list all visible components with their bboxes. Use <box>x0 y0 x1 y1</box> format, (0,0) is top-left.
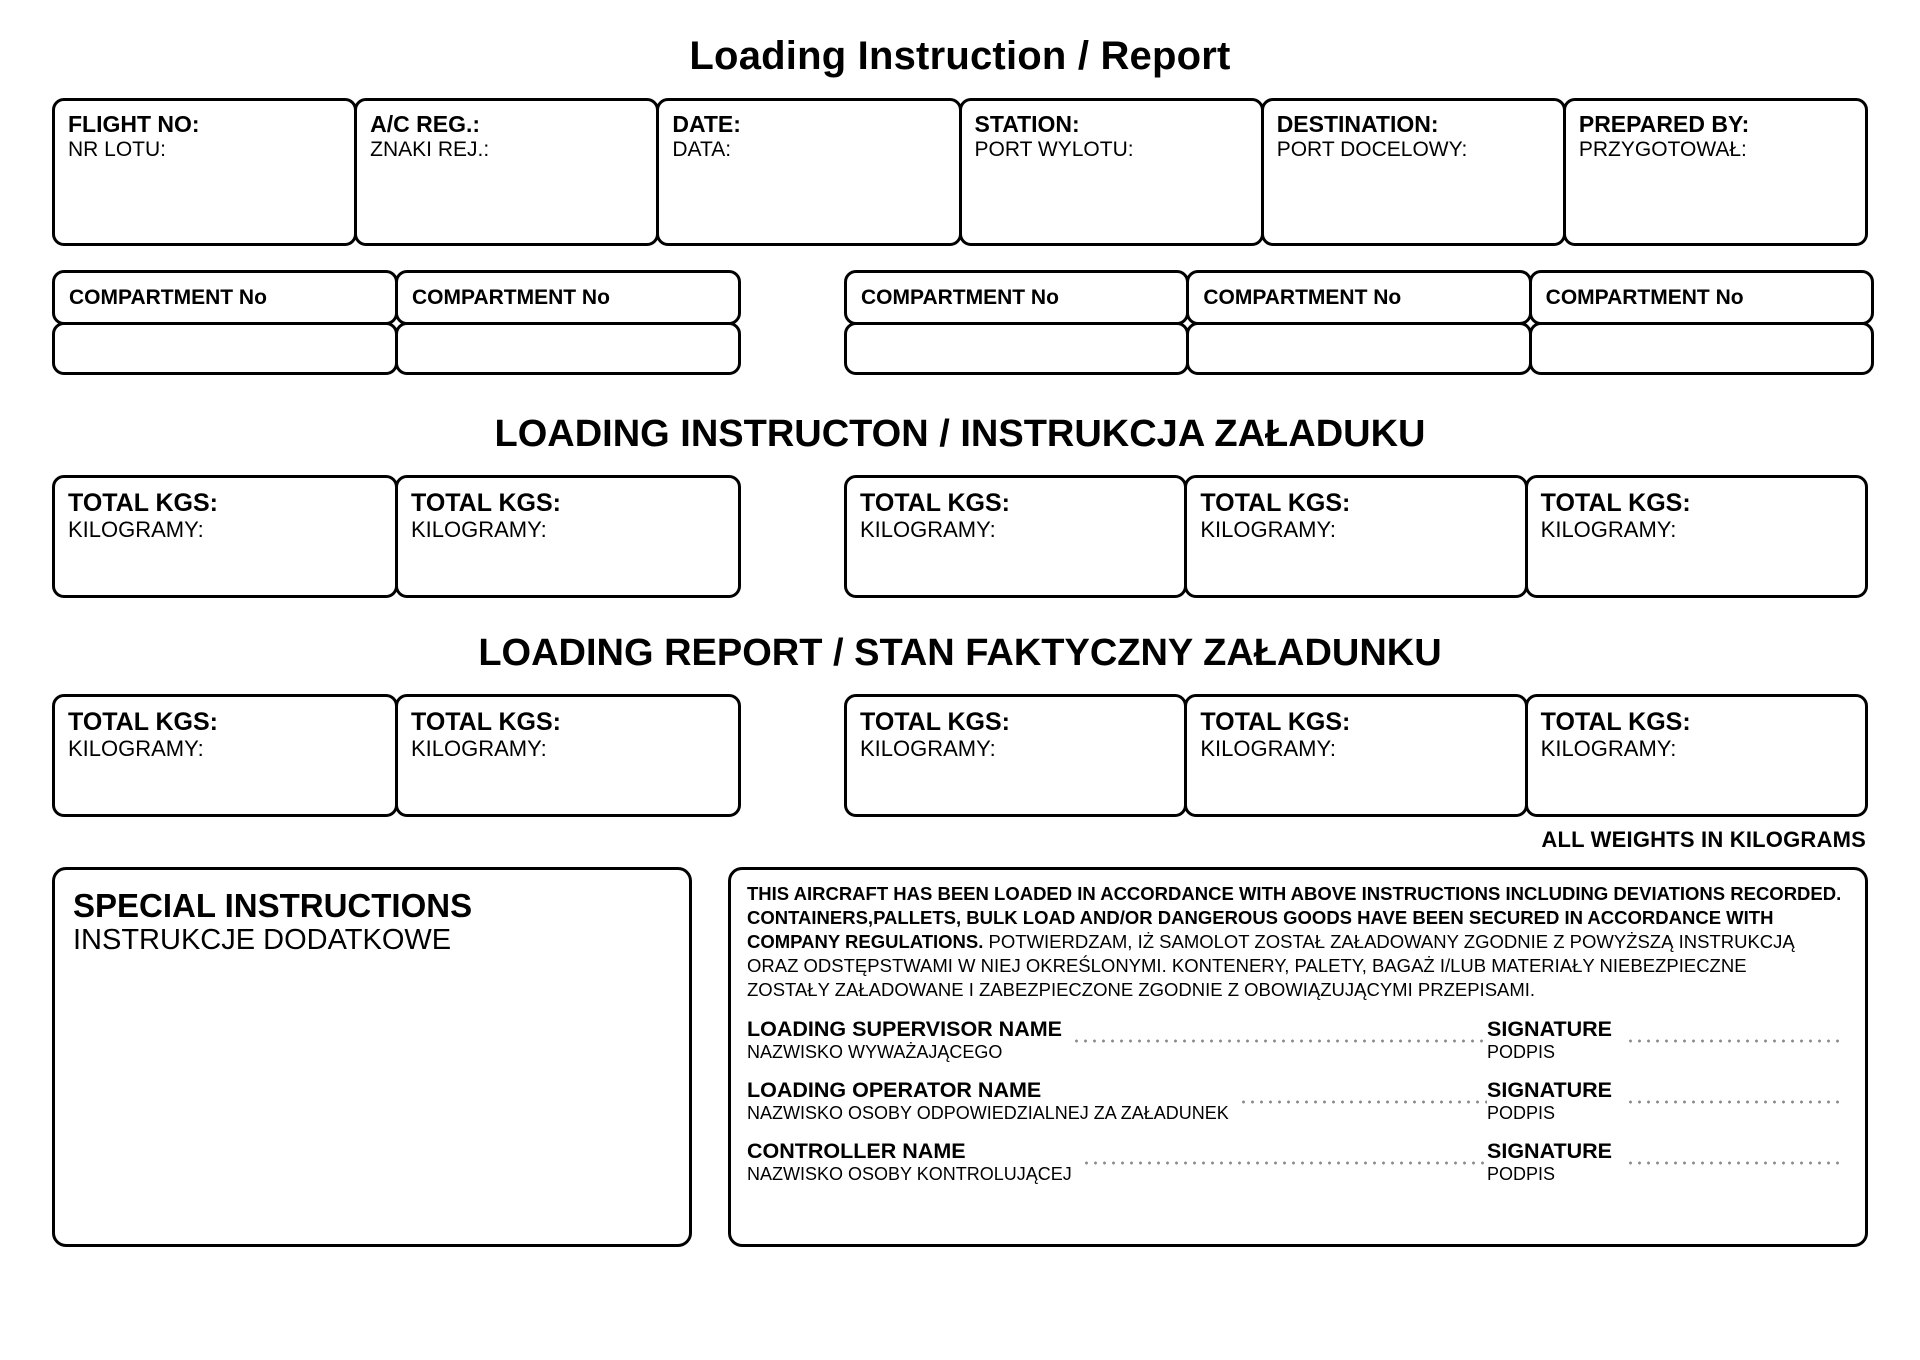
field-ac-reg-label-en: A/C REG.: <box>370 111 481 137</box>
supervisor-signature-label-en: SIGNATURE <box>1487 1017 1613 1042</box>
controller-signature-cell <box>1487 1140 1845 1185</box>
signature-row-supervisor <box>747 1018 1845 1063</box>
compartment-4-label: COMPARTMENT No <box>1203 285 1402 309</box>
compartment-2-header <box>395 270 741 325</box>
operator-name-labels <box>747 1079 1229 1124</box>
operator-signature-labels <box>1487 1079 1612 1124</box>
instruction-total-kgs-4[interactable] <box>1184 475 1527 598</box>
compartment-4-value <box>1189 325 1528 336</box>
signature-table <box>747 1018 1845 1185</box>
declaration-line-3-en: COMPANY REGULATIONS. <box>747 931 984 953</box>
field-ac-reg[interactable] <box>354 98 659 246</box>
report-total-kgs-1[interactable] <box>52 694 398 817</box>
compartment-1-input[interactable] <box>52 322 398 375</box>
supervisor-signature-labels <box>1487 1018 1612 1063</box>
controller-name-labels <box>747 1140 1072 1185</box>
operator-name-cell <box>747 1079 1487 1124</box>
loading-report-group-left <box>52 694 744 817</box>
declaration-line-4: ORAZ ODSTĘPSTWAMI W NIEJ OKREŚLONYMI. KONTENERY, PALETY, BAGAŻ I/LUB MATERIAŁY NIEBEZPIECZNE <box>747 955 1747 977</box>
field-ac-reg-label-pl: ZNAKI REJ.: <box>370 137 490 161</box>
declaration-box <box>728 867 1868 1247</box>
compartment-3-header <box>844 270 1189 325</box>
compartment-5-input[interactable] <box>1529 322 1874 375</box>
declaration-line-1: THIS AIRCRAFT HAS BEEN LOADED IN ACCORDANCE WITH ABOVE INSTRUCTIONS INCLUDING DEVIATIONS RECORDED. <box>747 883 1842 904</box>
loading-instruction-group-left <box>52 475 744 598</box>
field-flight-no-label-en: FLIGHT NO: <box>68 111 200 137</box>
operator-signature-label-en: SIGNATURE <box>1487 1078 1613 1103</box>
report-total-kgs-3-label-en: TOTAL KGS: <box>860 708 1010 736</box>
compartment-5-value <box>1532 325 1871 336</box>
special-instructions-box[interactable] <box>52 867 692 1247</box>
operator-name-label-pl: NAZWISKO OSOBY ODPOWIEDZIALNEJ ZA ZAŁADUNEK <box>747 1102 1229 1123</box>
operator-signature-input-line[interactable] <box>1626 1100 1841 1104</box>
report-total-kgs-4-label-en: TOTAL KGS: <box>1200 708 1351 736</box>
compartment-2-value <box>398 325 738 336</box>
supervisor-name-input-line[interactable] <box>1072 1039 1487 1043</box>
compartment-5-label: COMPARTMENT No <box>1545 285 1744 309</box>
declaration-text <box>747 882 1845 1002</box>
loading-report-group-right <box>844 694 1868 817</box>
report-total-kgs-4-label-pl: KILOGRAMY: <box>1200 736 1337 761</box>
instruction-total-kgs-2-label-pl: KILOGRAMY: <box>411 517 547 542</box>
controller-name-label-en: CONTROLLER NAME <box>747 1138 966 1163</box>
compartment-1-value <box>55 325 395 336</box>
special-instructions-title-en: SPECIAL INSTRUCTIONS <box>73 887 473 924</box>
signature-row-operator <box>747 1079 1845 1124</box>
report-total-kgs-2-label-en: TOTAL KGS: <box>411 708 561 736</box>
report-total-kgs-3-label-pl: KILOGRAMY: <box>860 736 996 761</box>
instruction-total-kgs-5-label-pl: KILOGRAMY: <box>1540 517 1677 542</box>
supervisor-name-label-en: LOADING SUPERVISOR NAME <box>747 1017 1062 1042</box>
supervisor-signature-label-pl: PODPIS <box>1487 1041 1556 1062</box>
controller-name-cell <box>747 1140 1487 1185</box>
bottom-section <box>52 867 1868 1247</box>
operator-signature-label-pl: PODPIS <box>1487 1102 1556 1123</box>
field-destination[interactable] <box>1261 98 1566 246</box>
compartment-cell-1 <box>52 270 398 375</box>
signature-row-controller <box>747 1140 1845 1185</box>
report-total-kgs-2-label-pl: KILOGRAMY: <box>411 736 547 761</box>
field-destination-label-en: DESTINATION: <box>1276 111 1439 137</box>
compartment-2-label: COMPARTMENT No <box>412 285 610 309</box>
instruction-total-kgs-3-label-pl: KILOGRAMY: <box>860 517 996 542</box>
report-total-kgs-1-label-en: TOTAL KGS: <box>68 708 218 736</box>
field-destination-label-pl: PORT DOCELOWY: <box>1276 137 1468 161</box>
bottom-section-spacer <box>692 867 728 1247</box>
field-date[interactable] <box>656 98 961 246</box>
field-prepared-by[interactable] <box>1563 98 1868 246</box>
controller-signature-input-line[interactable] <box>1626 1161 1841 1165</box>
compartment-cell-4 <box>1186 270 1531 375</box>
report-total-kgs-4[interactable] <box>1184 694 1527 817</box>
report-total-kgs-5-label-en: TOTAL KGS: <box>1540 708 1691 736</box>
section-title-loading-report: LOADING REPORT / STAN FAKTYCZNY ZAŁADUNKU <box>478 632 1442 674</box>
instruction-total-kgs-3[interactable] <box>844 475 1187 598</box>
field-prepared-by-label-en: PREPARED BY: <box>1578 111 1750 137</box>
operator-name-label-en: LOADING OPERATOR NAME <box>747 1078 1042 1103</box>
supervisor-name-label-pl: NAZWISKO WYWAŻAJĄCEGO <box>747 1041 1003 1062</box>
field-station-label-pl: PORT WYLOTU: <box>974 137 1134 161</box>
compartment-4-header <box>1186 270 1531 325</box>
operator-signature-cell <box>1487 1079 1845 1124</box>
all-weights-note: ALL WEIGHTS IN KILOGRAMS <box>1541 827 1866 852</box>
instruction-total-kgs-5-label-en: TOTAL KGS: <box>1540 489 1691 517</box>
field-flight-no[interactable] <box>52 98 357 246</box>
report-total-kgs-5[interactable] <box>1525 694 1868 817</box>
compartment-cell-3 <box>844 270 1189 375</box>
controller-signature-label-en: SIGNATURE <box>1487 1138 1613 1163</box>
loading-instruction-group-right <box>844 475 1868 598</box>
compartment-row <box>52 270 1868 375</box>
section-title-loading-instruction: LOADING INSTRUCTON / INSTRUKCJA ZAŁADUKU <box>494 413 1426 455</box>
supervisor-signature-input-line[interactable] <box>1626 1039 1841 1043</box>
report-total-kgs-3[interactable] <box>844 694 1187 817</box>
controller-name-input-line[interactable] <box>1082 1161 1487 1165</box>
compartment-2-input[interactable] <box>395 322 741 375</box>
compartment-group-right <box>844 270 1868 375</box>
compartment-1-header <box>52 270 398 325</box>
compartment-1-label: COMPARTMENT No <box>69 285 267 309</box>
instruction-total-kgs-2-label-en: TOTAL KGS: <box>411 489 561 517</box>
controller-signature-labels <box>1487 1140 1612 1185</box>
instruction-total-kgs-4-label-pl: KILOGRAMY: <box>1200 517 1337 542</box>
loading-instruction-row <box>52 475 1868 598</box>
compartment-3-value <box>847 325 1186 336</box>
report-total-kgs-1-label-pl: KILOGRAMY: <box>68 736 204 761</box>
loading-report-row <box>52 694 1868 817</box>
controller-name-label-pl: NAZWISKO OSOBY KONTROLUJĄCEJ <box>747 1163 1072 1184</box>
report-total-kgs-5-label-pl: KILOGRAMY: <box>1540 736 1677 761</box>
instruction-total-kgs-4-label-en: TOTAL KGS: <box>1200 489 1351 517</box>
declaration-line-2: CONTAINERS,PALLETS, BULK LOAD AND/OR DANGEROUS GOODS HAVE BEEN SECURED IN ACCORDANCE WITH <box>747 907 1774 929</box>
compartment-5-header <box>1529 270 1874 325</box>
field-date-label-pl: DATA: <box>672 137 732 161</box>
instruction-total-kgs-1-label-en: TOTAL KGS: <box>68 489 218 517</box>
page-title: Loading Instruction / Report <box>689 34 1231 78</box>
compartment-cell-5 <box>1529 270 1874 375</box>
field-prepared-by-label-pl: PRZYGOTOWAŁ: <box>1578 137 1747 161</box>
instruction-total-kgs-5[interactable] <box>1525 475 1868 598</box>
declaration-line-3-pl: POTWIERDZAM, IŻ SAMOLOT ZOSTAŁ ZAŁADOWANY ZGODNIE Z POWYŻSZĄ INSTRUKCJĄ <box>983 931 1795 953</box>
report-total-kgs-2[interactable] <box>395 694 741 817</box>
declaration-line-5: ZOSTAŁY ZAŁADOWANE I ZABEZPIECZONE ZGODNIE Z OBOWIĄZUJĄCYMI PRZEPISAMI. <box>747 979 1536 1001</box>
compartment-group-left <box>52 270 744 375</box>
supervisor-signature-cell <box>1487 1018 1845 1063</box>
compartment-cell-2 <box>395 270 741 375</box>
instruction-total-kgs-3-label-en: TOTAL KGS: <box>860 489 1010 517</box>
supervisor-name-labels <box>747 1018 1062 1063</box>
controller-signature-label-pl: PODPIS <box>1487 1163 1556 1184</box>
field-station[interactable] <box>959 98 1264 246</box>
special-instructions-title-pl: INSTRUKCJE DODATKOWE <box>73 923 452 956</box>
supervisor-name-cell <box>747 1018 1487 1063</box>
field-date-label-en: DATE: <box>672 111 741 137</box>
field-station-label-en: STATION: <box>974 111 1080 137</box>
instruction-total-kgs-1[interactable] <box>52 475 398 598</box>
operator-name-input-line[interactable] <box>1239 1100 1487 1104</box>
compartment-3-input[interactable] <box>844 322 1189 375</box>
compartment-3-label: COMPARTMENT No <box>861 285 1059 309</box>
header-field-row <box>52 98 1868 246</box>
instruction-total-kgs-2[interactable] <box>395 475 741 598</box>
instruction-total-kgs-1-label-pl: KILOGRAMY: <box>68 517 204 542</box>
field-flight-no-label-pl: NR LOTU: <box>68 137 167 161</box>
compartment-4-input[interactable] <box>1186 322 1531 375</box>
